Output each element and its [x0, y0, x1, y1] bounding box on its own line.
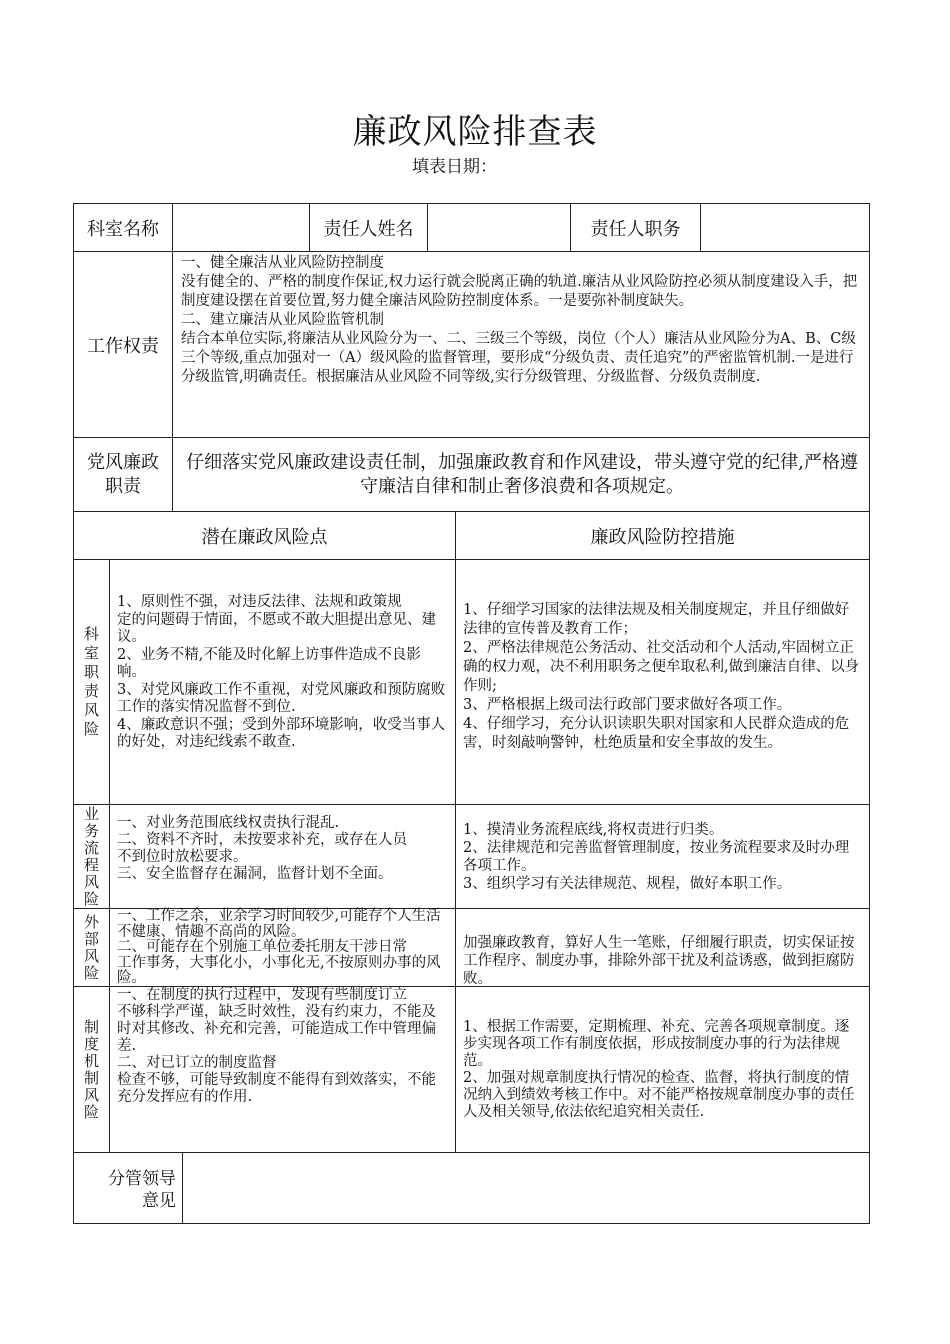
measures-header: 廉政风险防控措施 [590, 526, 735, 548]
dept-name-field[interactable] [173, 204, 309, 251]
fill-date-label: 填表日期： [412, 157, 497, 177]
work-authority-label: 工作权责 [87, 335, 159, 357]
measures-external: 加强廉政教育，算好人生一笔账，仔细履行职责，切实保证按工作程序、制度办事，排除外部干扰及利益诱惑，做到拒腐防败。 [463, 935, 855, 987]
risk-points-business-process: 一、对业务范围底线权责执行混乱. 二、资料不齐时，未按要求补充，或存在人员 不到位时放松要求。 三、安全监督存在漏洞，监督计划不全面。 [117, 815, 407, 882]
person-position-label: 责任人职务 [590, 218, 681, 240]
risk-category-business-process: 业务流程风险 [83, 804, 99, 908]
person-name-label: 责任人姓名 [323, 218, 414, 240]
risk-category-dept-duty: 科室职责风险 [83, 625, 99, 738]
party-duty-content: 仔细落实党风廉政建设责任制，加强廉政教育和作风建设，带头遵守党的纪律,严格遵守廉洁自律和制止奢侈浪费和各项规定。 [186, 451, 858, 497]
risk-points-dept-duty: 1、原则性不强，对违反法律、法规和政策规 定的问题碍于情面，不愿或不敢大胆提出意见、建议。 2、业务不精,不能及时化解上访事件造成不良影响。 3、对党风廉政工作不重视，对党风廉政和预防腐败工作的落实情况监督不到位. 4、廉政意识不强；受到外部环境影响，收受当事人的好处，对违纪线索不敢查. [117, 594, 446, 750]
party-duty-label: 党风廉政职责 [87, 451, 159, 497]
person-name-field[interactable] [428, 204, 570, 251]
risk-points-system-mechanism: 一、在制度的执行过程中，发现有些制度订立 不够科学严谨，缺乏时效性，没有约束力，不能及时对其修改、补充和完善，可能造成工作中管理偏差. 二、对已订立的制度监督 检查不够，可能导致制度不能得有到效落实，不能充分发挥应有的作用. [117, 987, 436, 1105]
document-title: 廉政风险排查表 [352, 112, 598, 152]
person-position-field[interactable] [701, 204, 869, 251]
dept-name-label: 科室名称 [87, 218, 159, 240]
work-authority-content: 一、健全廉洁从业风险防控制度 没有健全的、严格的制度作保证,权力运行就会脱离正确的轨道.廉洁从业风险防控必须从制度建设入手，把制度建设摆在首要位置,努力健全廉洁风险防控制度体系。一是要弥补制度缺失。 二、建立廉洁从业风险监管机制 结合本单位实际,将廉洁从业风险分为一、二、三级三个等级，岗位（个人）廉洁从业风险分为A、B、C级三个等级,重点加强对一（A）级风险的监督管理，要形成“分级负责、责任追究”的严密监管机制.一是进行分级监管,明确责任。根据廉洁从业风险不同等级,实行分级管理、分级监督、分级负责制度. [181, 255, 858, 385]
risk-category-system-mechanism: 制度机制风险 [83, 1017, 99, 1121]
risk-points-header: 潜在廉政风险点 [201, 526, 328, 548]
measures-business-process: 1、摸清业务流程底线,将权责进行归类。 2、法律规范和完善监督管理制度，按业务流程要求及时办理各项工作。 3、组织学习有关法律规范、规程，做好本职工作。 [463, 822, 850, 892]
measures-dept-duty: 1、仔细学习国家的法律法规及相关制度规定，并且仔细做好法律的宣传普及教育工作； 2、严格法律规范公务活动、社交活动和个人活动,牢固树立正确的权力观，决不利用职务之便牟取私利,做到廉洁自律、以身作则; 3、严格根据上级司法行政部门要求做好各项工作。 4、仔细学习，充分认识读职失职对国家和人民群众造成的危害，时刻敲响警钟，杜绝质量和安全事故的发生。 [463, 602, 860, 751]
leader-opinion-label: 分管领导意见 [108, 1169, 176, 1211]
risk-category-external: 外部风险 [83, 912, 99, 982]
leader-opinion-field[interactable] [183, 1153, 869, 1223]
risk-points-external: 一、工作之余，业余学习时间较少,可能存个人生活不健康、情趣不高尚的风险。 二、可能存在个别施工单位委托朋友干涉日常 工作事务，大事化小，小事化无,不按原则办事的风险。 [117, 908, 441, 986]
measures-system-mechanism: 1、根据工作需要，定期梳理、补充、完善各项规章制度。逐步实现各项工作有制度依据，形成按制度办事的行为法律规范。 2、加强对规章制度执行情况的检查、监督，将执行制度的情况纳入到绩效考核工作中。对不能严格按规章制度办事的责任人及相关领导,依法依纪追究相关责任. [463, 1019, 855, 1120]
